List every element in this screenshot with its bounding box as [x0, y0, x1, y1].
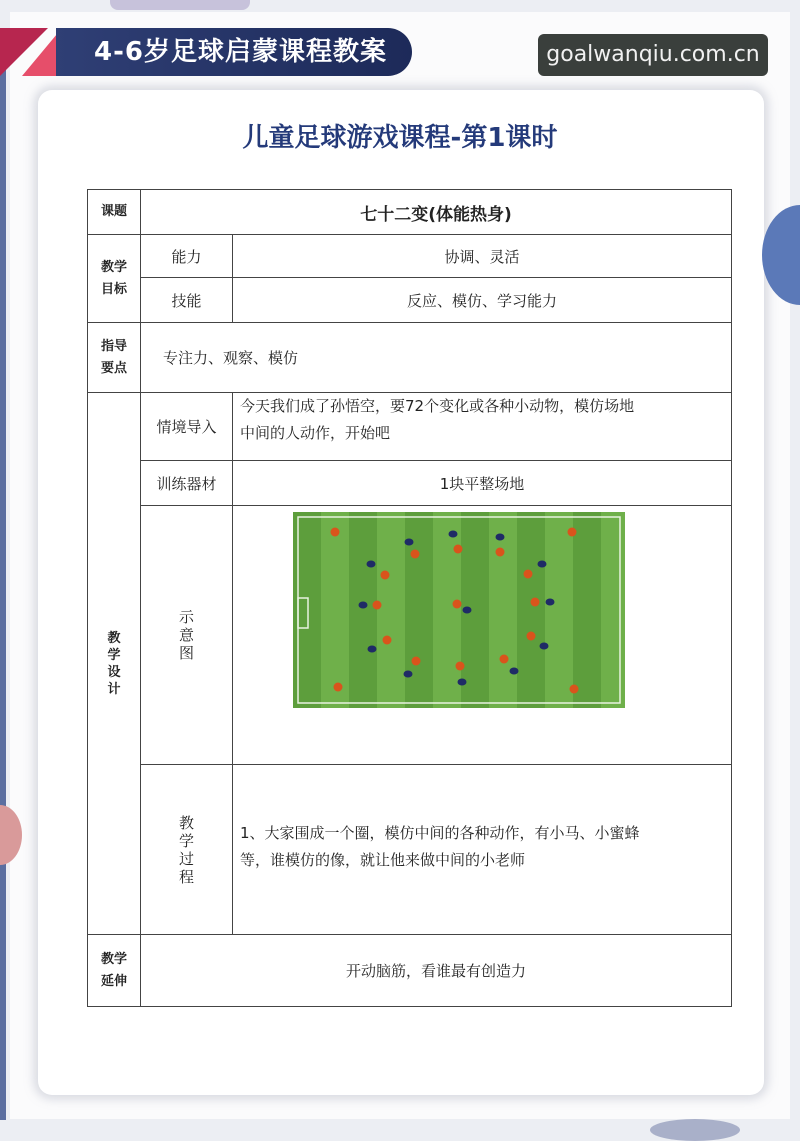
player-marker-orange — [496, 548, 505, 557]
player-marker-blue — [510, 668, 519, 675]
player-marker-orange — [527, 632, 536, 641]
player-marker-orange — [334, 683, 343, 692]
diagram-label: 示 意 图 — [178, 608, 194, 662]
header-banner — [0, 28, 412, 76]
design-label: 教 学 设 计 — [107, 630, 121, 697]
document-title: 儿童足球游戏课程-第1课时 — [242, 123, 558, 153]
football-field-diagram — [293, 512, 625, 708]
player-marker-blue — [546, 599, 555, 606]
player-marker-blue — [496, 534, 505, 541]
top-decoration — [110, 0, 250, 10]
left-accent-bar — [0, 60, 6, 1120]
goals-label: 教学 目标 — [100, 259, 127, 297]
ability-value: 协调、灵活 — [444, 247, 520, 266]
player-marker-orange — [524, 570, 533, 579]
guidance-label: 指导 要点 — [100, 338, 127, 376]
player-marker-blue — [367, 561, 376, 568]
player-marker-blue — [359, 602, 368, 609]
player-marker-orange — [454, 545, 463, 554]
intro-text: 今天我们成了孙悟空，要72个变化或各种小动物，模仿场地 中间的人动作，开始吧 — [240, 397, 635, 442]
skill-value: 反应、模仿、学习能力 — [406, 291, 557, 310]
player-marker-blue — [463, 607, 472, 614]
player-marker-orange — [568, 528, 577, 537]
player-marker-orange — [373, 601, 382, 610]
equipment-value: 1块平整场地 — [439, 474, 525, 493]
process-label: 教 学 过 程 — [178, 813, 194, 886]
skill-label: 技能 — [171, 291, 202, 310]
player-marker-blue — [368, 646, 377, 653]
player-marker-blue — [404, 671, 413, 678]
banner-title: 4-6岁足球启蒙课程教案 — [94, 37, 387, 67]
intro-label: 情境导入 — [156, 418, 217, 436]
player-marker-orange — [531, 598, 540, 607]
player-marker-blue — [538, 561, 547, 568]
player-marker-orange — [412, 657, 421, 666]
player-marker-blue — [540, 643, 549, 650]
player-marker-orange — [383, 636, 392, 645]
process-text: 1、大家围成一个圈，模仿中间的各种动作，有小马、小蜜蜂 等，谁模仿的像，就让他来做中间的小老师 — [240, 824, 640, 869]
player-marker-orange — [411, 550, 420, 559]
extension-label: 教学 延伸 — [100, 951, 127, 989]
subject-label: 课题 — [100, 204, 127, 219]
ability-label: 能力 — [171, 247, 202, 266]
player-marker-orange — [570, 685, 579, 694]
player-marker-orange — [381, 571, 390, 580]
guidance-value: 专注力、观察、模仿 — [163, 349, 299, 367]
bottom-decoration — [650, 1119, 740, 1141]
player-marker-orange — [331, 528, 340, 537]
player-marker-orange — [456, 662, 465, 671]
watermark: goalwanqiu.com.cn — [538, 34, 768, 76]
player-marker-blue — [449, 531, 458, 538]
equipment-label: 训练器材 — [156, 474, 217, 493]
extension-value: 开动脑筋，看谁最有创造力 — [345, 962, 526, 980]
player-marker-blue — [458, 679, 467, 686]
player-marker-orange — [453, 600, 462, 609]
player-marker-orange — [500, 655, 509, 664]
subject-value: 七十二变(体能热身) — [360, 204, 512, 225]
player-marker-blue — [405, 539, 414, 546]
